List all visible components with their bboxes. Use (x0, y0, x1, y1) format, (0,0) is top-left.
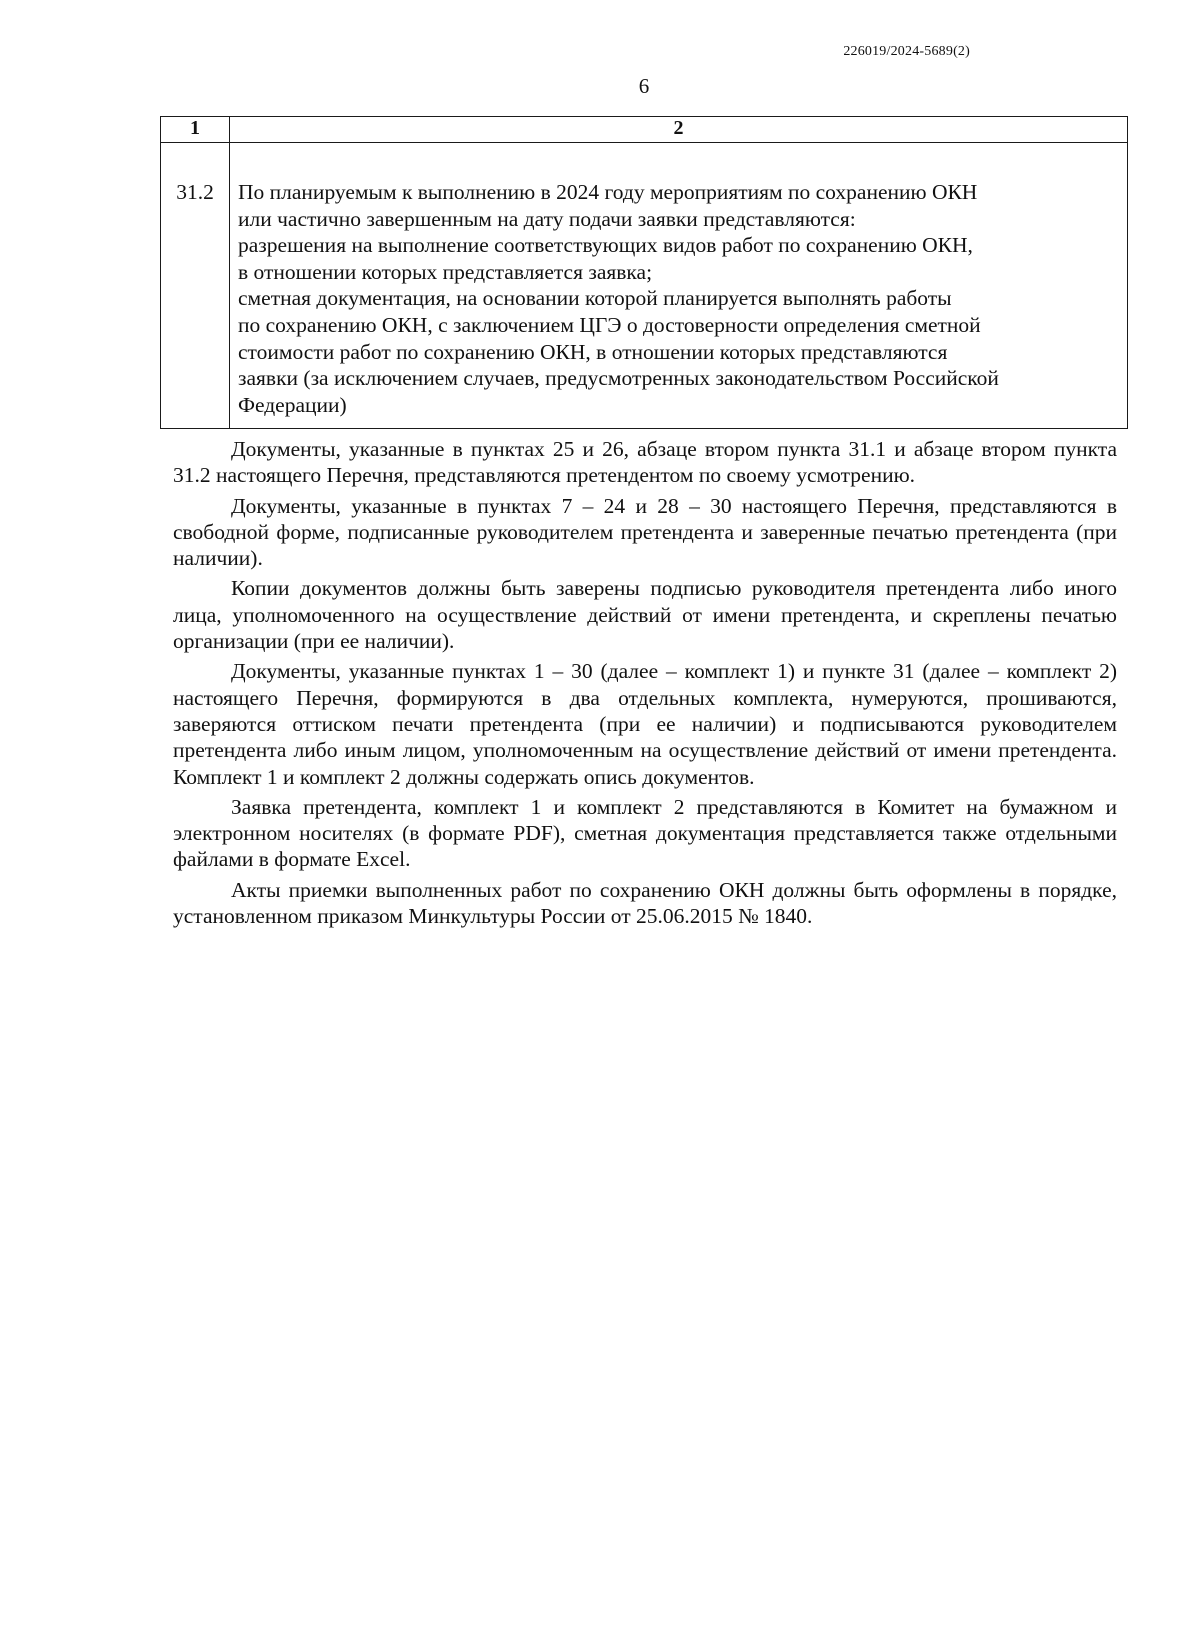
page-number: 6 (638, 74, 650, 98)
table-header-cell-1: 1 (161, 117, 230, 143)
body-text (173, 436, 1117, 933)
row-text-line: в отношении которых представляется заявка; (238, 259, 653, 284)
row-text-line: или частично завершенным на дату подачи заявки представляются: (238, 206, 856, 231)
row-text-line: По планируемым к выполнению в 2024 году мероприятиям по сохранению ОКН (238, 180, 978, 204)
row-text-line: стоимости работ по сохранению ОКН, в отношении которых представляются (238, 339, 948, 364)
paragraph-copies-certification: Копии документов должны быть заверены подписью руководителя претендента либо иного лица, уполномоченного на осуществление действий от имени претендента, и скреплены печатью организации (при ее наличии). (173, 576, 1117, 654)
paragraph-free-form-documents: Документы, указанные в пунктах 7 – 24 и 28 – 30 настоящего Перечня, представляются в свободной форме, подписанные руководителем претендента и заверенные печатью претендента (при наличии). (173, 493, 1117, 571)
row-text-line: заявки (за исключением случаев, предусмотренных законодательством Российской (238, 366, 999, 391)
row-text (230, 143, 1128, 429)
document-number: 226019/2024-5689(2) (843, 44, 970, 59)
row-text-line: по сохранению ОКН, с заключением ЦГЭ о достоверности определения сметной (238, 312, 981, 337)
paragraph-submission-format: Заявка претендента, комплект 1 и комплект 2 представляются в Комитет на бумажном и электронном носителях (в формате PDF), сметная документация представляется также отдельными файлами в формате Excel. (173, 794, 1117, 872)
row-text-line: разрешения на выполнение соответствующих видов работ по сохранению ОКН, (238, 233, 973, 258)
paragraph-document-sets: Документы, указанные пунктах 1 – 30 (далее – комплект 1) и пункте 31 (далее – комплект 2) настоящего Перечня, формируются в два отдельных комплекта, нумеруются, прошиваются, заверяются оттиском печати претендента (при ее наличии) и подписываются руководителем претендента либо иным лицом, уполномоченным на осуществление действий от имени претендента. Комплект 1 и комплект 2 должны содержать опись документов. (173, 659, 1117, 789)
table-header-cell-2: 2 (230, 117, 1128, 143)
paragraph-optional-documents: Документы, указанные в пунктах 25 и 26, абзаце втором пункта 31.1 и абзаце втором пункта 31.2 настоящего Перечня, представляются претендентом по своему усмотрению. (173, 437, 1117, 488)
table-header-row (161, 117, 1128, 143)
row-text-line: сметная документация, на основании которой планируется выполнять работы (238, 286, 952, 311)
row-text-line: Федерации) (238, 392, 347, 417)
row-number: 31.2 (161, 143, 230, 429)
documents-table (160, 116, 1128, 429)
table-row (161, 143, 1128, 429)
paragraph-acceptance-acts: Акты приемки выполненных работ по сохранению ОКН должны быть оформлены в порядке, установленном приказом Минкультуры России от 25.06.2015 № 1840. (173, 877, 1117, 929)
